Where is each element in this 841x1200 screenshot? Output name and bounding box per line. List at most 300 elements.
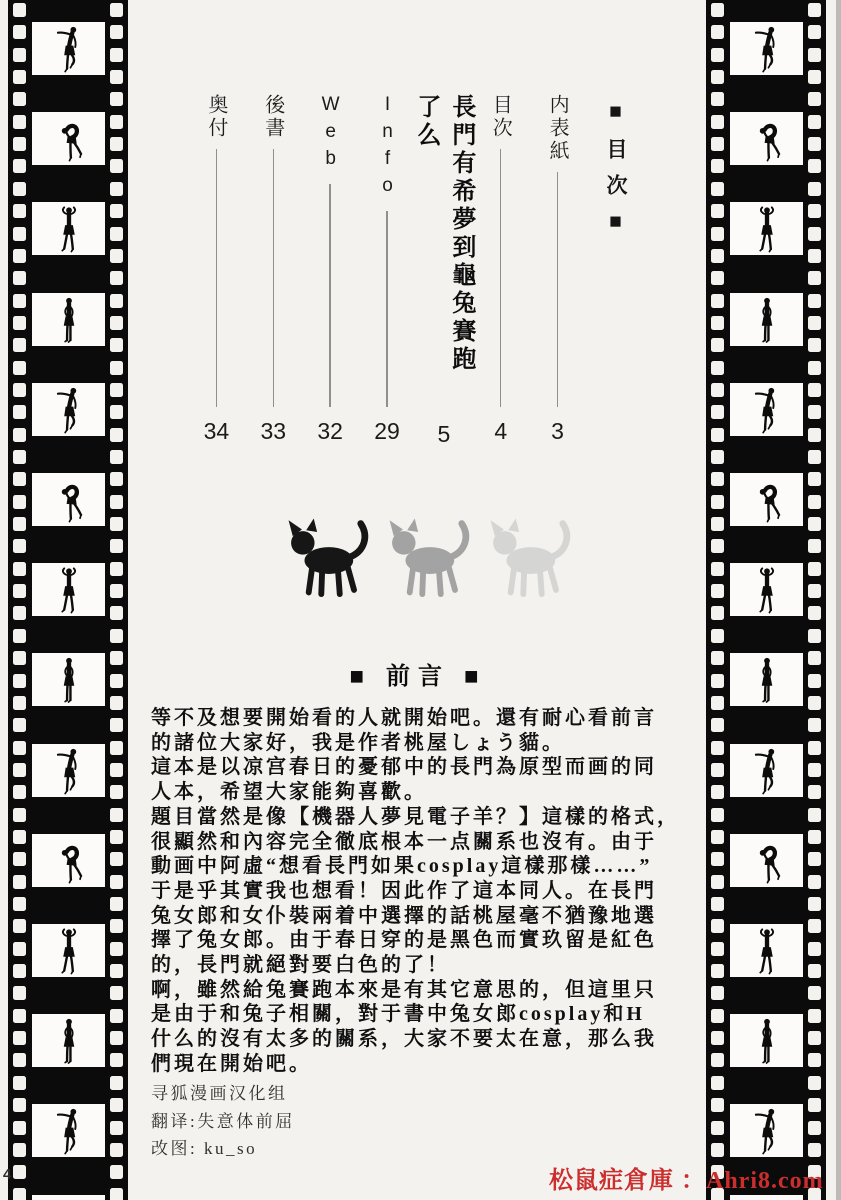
sprocket-hole [808, 897, 821, 911]
sprocket-hole [808, 517, 821, 531]
sprocket-hole [110, 808, 123, 822]
foreword-line: 啊，雖然給兔賽跑本來是有其它意思的，但這里只 [151, 978, 657, 1001]
film-frame [730, 744, 803, 797]
sprocket-hole [110, 830, 123, 844]
sprocket-hole [13, 338, 26, 352]
toc-entry-line [273, 149, 275, 407]
sprocket-hole [808, 1098, 821, 1112]
leaning-dancer-icon [48, 386, 90, 434]
sprocket-hole [110, 92, 123, 106]
sprocket-hole [711, 137, 724, 151]
film-strip-right [706, 0, 826, 1200]
sprocket-hole [808, 651, 821, 665]
sprocket-hole [808, 629, 821, 643]
sprocket-hole [13, 428, 26, 442]
sprocket-hole [808, 92, 821, 106]
sprocket-hole [711, 584, 724, 598]
credit-line: 改图: ku_so [151, 1139, 258, 1158]
bending-dancer-icon [746, 115, 788, 163]
foreword-line: 人本，希望大家能夠喜歡。 [151, 781, 427, 804]
sprocket-hole [711, 606, 724, 620]
sprocket-hole [808, 919, 821, 933]
sprocket-hole [808, 964, 821, 978]
bending-dancer-icon [48, 115, 90, 163]
sprocket-hole [808, 450, 821, 464]
sprocket-hole [13, 830, 26, 844]
foreword-line: 動画中阿虛“想看長門如果cosplay這樣那樣……” [151, 855, 653, 878]
foreword-line: 擇了兔女郎。由于春日穿的是黑色而實玖留是紅色 [151, 929, 657, 952]
hand-on-hip-dancer-icon [48, 1017, 90, 1065]
sprocket-hole [13, 651, 26, 665]
sprocket-hole [711, 115, 724, 129]
sprocket-hole [110, 271, 123, 285]
sprocket-hole [13, 785, 26, 799]
sprocket-hole [711, 1031, 724, 1045]
sprocket-hole [110, 450, 123, 464]
film-frame [32, 293, 105, 346]
foreword-line: 等不及想要開始看的人就開始吧。還有耐心看前言 [151, 707, 657, 729]
sprocket-hole [110, 629, 123, 643]
sprocket-hole [13, 204, 26, 218]
toc-entry [472, 94, 529, 448]
film-frame [730, 202, 803, 255]
sprocket-hole [711, 294, 724, 308]
sprocket-hole [711, 182, 724, 196]
hand-on-hip-dancer-icon [48, 296, 90, 344]
sprocket-hole [808, 1143, 821, 1157]
sprocket-hole [808, 763, 821, 777]
foreword-body [151, 706, 713, 1077]
toc-entries [188, 94, 586, 448]
toc-entry-page-number: 5 [437, 420, 451, 447]
toc-entry-page-number: 33 [260, 418, 287, 444]
sprocket-hole [711, 3, 724, 17]
film-frame [730, 563, 803, 616]
sprocket-hole [808, 942, 821, 956]
sprocket-hole [110, 606, 123, 620]
sprocket-hole [711, 964, 724, 978]
toc-entry-page-number: 32 [317, 418, 343, 444]
sprocket-hole [808, 718, 821, 732]
film-frame [730, 1014, 803, 1067]
sprocket-hole [711, 405, 724, 419]
sprocket-hole [808, 1121, 821, 1135]
film-frame [32, 112, 105, 165]
sprocket-hole [13, 741, 26, 755]
credit-line: 翻译:失意体前屈 [151, 1111, 295, 1131]
sprocket-hole [13, 584, 26, 598]
toc-entry-label: Web [320, 94, 342, 175]
sprocket-hole [13, 70, 26, 84]
toc-entry-page-number: 34 [203, 418, 230, 444]
sprocket-hole [711, 919, 724, 933]
sprocket-hole [13, 1076, 26, 1090]
sprocket-hole [110, 696, 123, 710]
cat-icon [382, 516, 476, 600]
film-frame [32, 744, 105, 797]
sprocket-hole [13, 472, 26, 486]
sprocket-hole [110, 942, 123, 956]
sprocket-hole [13, 1121, 26, 1135]
hands-behind-head-dancer-icon [746, 927, 788, 975]
sprocket-hole [711, 629, 724, 643]
sprocket-hole [808, 25, 821, 39]
film-frame [730, 834, 803, 887]
sprocket-hole [110, 517, 123, 531]
sprocket-hole [808, 1053, 821, 1067]
page-right-edge [836, 0, 841, 1200]
sprocket-hole [110, 964, 123, 978]
toc-entry-label: 奥付 [204, 94, 227, 140]
sprocket-hole [110, 1031, 123, 1045]
sprocket-hole [110, 763, 123, 777]
sprocket-hole [808, 696, 821, 710]
sprocket-hole [13, 606, 26, 620]
sprocket-hole [711, 830, 724, 844]
sprocket-hole [13, 249, 26, 263]
sprocket-hole [13, 316, 26, 330]
sprocket-hole [13, 919, 26, 933]
sprocket-hole [711, 651, 724, 665]
sprocket-hole [13, 227, 26, 241]
sprocket-hole [13, 1188, 26, 1200]
sprocket-hole [808, 428, 821, 442]
sprocket-hole [808, 249, 821, 263]
sprocket-hole [13, 159, 26, 173]
sprocket-hole [13, 450, 26, 464]
sprocket-hole [808, 338, 821, 352]
sprocket-hole [110, 249, 123, 263]
sprocket-hole [13, 875, 26, 889]
sprocket-hole [711, 741, 724, 755]
film-frame [32, 1104, 105, 1157]
toc-entry-line [216, 149, 218, 407]
sprocket-hole [808, 182, 821, 196]
sprocket-hole [808, 852, 821, 866]
sprocket-hole [13, 696, 26, 710]
sprocket-hole [110, 539, 123, 553]
sprocket-hole [711, 986, 724, 1000]
film-frame [730, 22, 803, 75]
sprocket-hole [808, 361, 821, 375]
sprocket-hole [711, 204, 724, 218]
foreword-line: 題目當然是像【機器人夢見電子羊？】這樣的格式， [151, 805, 680, 828]
sprocket-hole [808, 294, 821, 308]
sprocket-hole [808, 584, 821, 598]
cat-icon [281, 516, 375, 600]
sprocket-hole [711, 674, 724, 688]
sprocket-hole [110, 1053, 123, 1067]
leaning-dancer-icon [48, 1107, 90, 1155]
sprocket-hole [808, 808, 821, 822]
film-strip-left [8, 0, 128, 1200]
film-frame [32, 383, 105, 436]
toc-entry [359, 94, 416, 448]
watermark: 松鼠症倉庫 ：Ahri8.com [549, 1168, 824, 1194]
sprocket-hole [110, 294, 123, 308]
sprocket-hole [13, 942, 26, 956]
sprocket-hole [808, 986, 821, 1000]
sprocket-hole [808, 539, 821, 553]
sprocket-hole [13, 964, 26, 978]
sprocket-hole [13, 115, 26, 129]
sprocket-hole [808, 562, 821, 576]
sprocket-hole [13, 182, 26, 196]
toc-entry-page-number: 3 [551, 418, 564, 444]
sprocket-hole [110, 1098, 123, 1112]
sprocket-hole [13, 1053, 26, 1067]
sprocket-hole [13, 137, 26, 151]
sprocket-hole [110, 1009, 123, 1023]
sprocket-hole [711, 942, 724, 956]
film-frame [32, 1014, 105, 1067]
hand-on-hip-dancer-icon [48, 656, 90, 704]
film-frame [730, 1104, 803, 1157]
bending-dancer-icon [48, 476, 90, 524]
foreword-line: 的諸位大家好，我是作者桃屋しょう貓。 [151, 731, 565, 754]
toc-title: ■目次■ [604, 100, 627, 248]
toc-entry [245, 94, 302, 448]
sprocket-hole [711, 808, 724, 822]
sprocket-hole [110, 115, 123, 129]
sprocket-hole [711, 562, 724, 576]
sprocket-hole [110, 159, 123, 173]
sprocket-hole [110, 718, 123, 732]
sprocket-hole [110, 338, 123, 352]
sprocket-hole [711, 875, 724, 889]
film-frame [730, 473, 803, 526]
sprocket-hole [808, 3, 821, 17]
sprocket-hole [110, 137, 123, 151]
sprocket-hole [711, 1098, 724, 1112]
sprocket-hole [13, 294, 26, 308]
sprocket-hole [110, 741, 123, 755]
sprocket-hole [110, 584, 123, 598]
sprocket-hole [13, 1031, 26, 1045]
sprocket-hole [13, 897, 26, 911]
sprocket-hole [13, 852, 26, 866]
sprocket-hole [808, 785, 821, 799]
sprocket-hole [110, 182, 123, 196]
sprocket-hole [711, 696, 724, 710]
hand-on-hip-dancer-icon [746, 296, 788, 344]
sprocket-hole [711, 517, 724, 531]
sprocket-hole [110, 897, 123, 911]
sprocket-hole [13, 1009, 26, 1023]
toc-entry-line [329, 184, 331, 407]
film-frame [32, 924, 105, 977]
toc-entry-line [386, 211, 388, 407]
page-number: 4 [3, 1166, 12, 1183]
sprocket-hole [13, 517, 26, 531]
film-frame [32, 653, 105, 706]
sprocket-hole [110, 316, 123, 330]
sprocket-hole [808, 159, 821, 173]
sprocket-hole [711, 383, 724, 397]
sprocket-hole [711, 1121, 724, 1135]
film-frame [32, 834, 105, 887]
sprocket-hole [711, 271, 724, 285]
translation-credits [151, 1080, 295, 1163]
toc-entry-label: 後書 [261, 94, 284, 140]
sprocket-hole [13, 808, 26, 822]
leaning-dancer-icon [746, 25, 788, 73]
film-frame [730, 1195, 803, 1200]
foreword-line: 兔女郎和女仆裝兩着中選擇的話桃屋毫不猶豫地選 [151, 904, 657, 927]
sprocket-hole [13, 539, 26, 553]
sprocket-hole [13, 271, 26, 285]
sprocket-hole [711, 361, 724, 375]
sprocket-hole [711, 92, 724, 106]
sprocket-hole [110, 1165, 123, 1179]
sprocket-hole [711, 539, 724, 553]
sprocket-hole [711, 338, 724, 352]
sprocket-hole [110, 405, 123, 419]
bending-dancer-icon [746, 837, 788, 885]
sprocket-hole [110, 562, 123, 576]
sprocket-hole [110, 3, 123, 17]
film-frame [730, 653, 803, 706]
sprocket-hole [13, 25, 26, 39]
leaning-dancer-icon [48, 25, 90, 73]
sprocket-hole [808, 204, 821, 218]
sprocket-hole [808, 70, 821, 84]
leaning-dancer-icon [746, 1107, 788, 1155]
toc-entry-label: 長門有希夢到龜兔賽跑了么 [412, 94, 474, 374]
sprocket-hole [711, 227, 724, 241]
sprocket-hole [711, 48, 724, 62]
sprocket-hole [808, 137, 821, 151]
hands-behind-head-dancer-icon [48, 205, 90, 253]
sprocket-hole [13, 718, 26, 732]
sprocket-hole [110, 495, 123, 509]
sprocket-hole [110, 651, 123, 665]
sprocket-hole [808, 472, 821, 486]
foreword-line: 很顯然和內容完全徹底根本一点關系也沒有。由于 [151, 830, 657, 853]
sprocket-hole [808, 316, 821, 330]
sprocket-hole [711, 495, 724, 509]
cat-silhouettes [281, 516, 577, 600]
bending-dancer-icon [48, 837, 90, 885]
hands-behind-head-dancer-icon [746, 205, 788, 253]
leaning-dancer-icon [48, 747, 90, 795]
sprocket-hole [711, 1076, 724, 1090]
film-frame [32, 1195, 105, 1200]
sprocket-hole [711, 428, 724, 442]
sprocket-hole [808, 383, 821, 397]
film-frame [32, 563, 105, 616]
foreword-line: 們現在開始吧。 [151, 1052, 312, 1075]
sprocket-hole [808, 830, 821, 844]
sprocket-hole [711, 70, 724, 84]
sprocket-hole [110, 204, 123, 218]
hands-behind-head-dancer-icon [48, 927, 90, 975]
sprocket-hole [808, 48, 821, 62]
sprocket-hole [13, 986, 26, 1000]
sprocket-hole [808, 495, 821, 509]
cat-icon [483, 516, 577, 600]
credit-line: 寻狐漫画汉化组 [151, 1084, 288, 1103]
sprocket-hole [13, 383, 26, 397]
film-frame [730, 924, 803, 977]
toc-entry-page-number: 29 [374, 418, 400, 444]
sprocket-hole [110, 1121, 123, 1135]
sprocket-hole [711, 852, 724, 866]
sprocket-hole [110, 361, 123, 375]
sprocket-hole [808, 115, 821, 129]
sprocket-hole [808, 606, 821, 620]
sprocket-hole [13, 3, 26, 17]
sprocket-hole [711, 763, 724, 777]
toc-entry-label: Info [376, 94, 398, 202]
sprocket-hole [13, 1165, 26, 1179]
sprocket-hole [13, 1143, 26, 1157]
sprocket-hole [13, 361, 26, 375]
bending-dancer-icon [746, 476, 788, 524]
sprocket-hole [110, 48, 123, 62]
sprocket-hole [808, 227, 821, 241]
sprocket-hole [808, 271, 821, 285]
toc-entry-line [500, 149, 502, 407]
sprocket-hole [110, 428, 123, 442]
leaning-dancer-icon [746, 747, 788, 795]
foreword-line: 什么的沒有太多的關系，大家不要太在意，那么我 [151, 1028, 657, 1051]
foreword-line: 的，長門就絕對要白色的了！ [151, 954, 450, 977]
sprocket-hole [110, 1188, 123, 1200]
sprocket-hole [110, 227, 123, 241]
sprocket-hole [711, 718, 724, 732]
sprocket-hole [808, 1031, 821, 1045]
sprocket-hole [711, 249, 724, 263]
hands-behind-head-dancer-icon [746, 566, 788, 614]
toc-entry [412, 94, 474, 448]
hand-on-hip-dancer-icon [746, 1017, 788, 1065]
sprocket-hole [110, 785, 123, 799]
sprocket-hole [808, 1009, 821, 1023]
sprocket-hole [110, 674, 123, 688]
sprocket-hole [110, 25, 123, 39]
foreword-line: 于是乎其實我也想看！因此作了這本同人。在長門 [151, 879, 657, 902]
sprocket-hole [13, 674, 26, 688]
leaning-dancer-icon [746, 386, 788, 434]
sprocket-hole [110, 1143, 123, 1157]
sprocket-hole [13, 92, 26, 106]
film-frame [730, 383, 803, 436]
sprocket-hole [711, 1143, 724, 1157]
film-frame [730, 112, 803, 165]
hands-behind-head-dancer-icon [48, 566, 90, 614]
sprocket-hole [110, 986, 123, 1000]
toc-entry-page-number: 4 [494, 418, 508, 444]
sprocket-hole [110, 852, 123, 866]
toc-entry [529, 94, 586, 448]
sprocket-hole [13, 629, 26, 643]
toc-entry [188, 94, 245, 448]
sprocket-hole [808, 875, 821, 889]
sprocket-hole [808, 741, 821, 755]
sprocket-hole [711, 1009, 724, 1023]
toc-entry-label: 内表紙 [546, 94, 569, 163]
film-frame [32, 22, 105, 75]
sprocket-hole [808, 674, 821, 688]
sprocket-hole [110, 70, 123, 84]
sprocket-hole [13, 495, 26, 509]
sprocket-hole [13, 562, 26, 576]
sprocket-hole [13, 1098, 26, 1112]
sprocket-hole [711, 316, 724, 330]
film-frame [32, 473, 105, 526]
sprocket-hole [711, 1053, 724, 1067]
